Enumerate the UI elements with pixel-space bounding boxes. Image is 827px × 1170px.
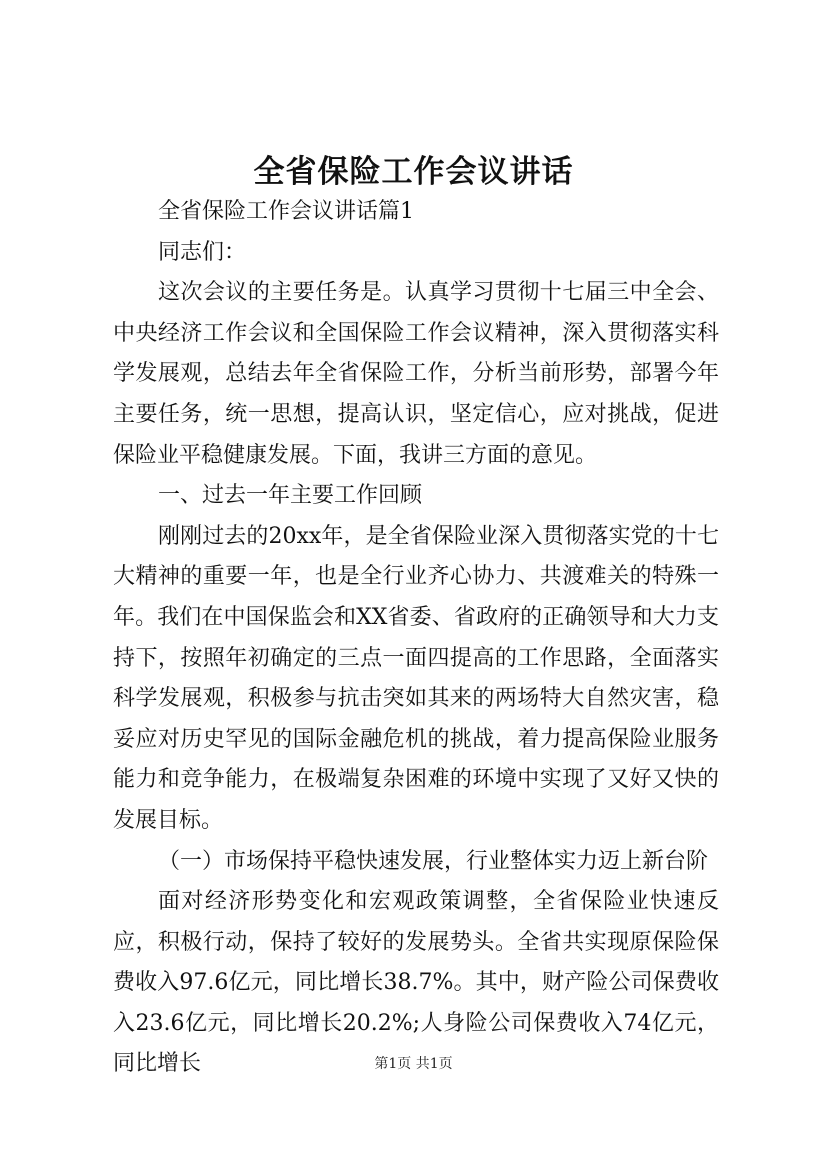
document-body	[113, 192, 719, 1085]
paragraph: 这次会议的主要任务是。认真学习贯彻十七届三中全会、中央经济工作会议和全国保险工作会议精神，深入贯彻落实科学发展观，总结去年全省保险工作，分析当前形势，部署今年主要任务，统一思想，提高认识，坚定信心，应对挑战，促进保险业平稳健康发展。下面，我讲三方面的意见。	[113, 280, 719, 468]
document-title: 全省保险工作会议讲话	[253, 154, 574, 190]
salutation: 同志们：	[158, 239, 247, 265]
paragraph: 面对经济形势变化和宏观政策调整，全省保险业快速反应，积极行动，保持了较好的发展势头。全省共实现原保险保费收入97.6亿元，同比增长38.7%。其中，财产险公司保费收入23.6亿元，同比增长20.2%;人身险公司保费收入74亿元，同比增长	[113, 889, 719, 1077]
subsection-heading: （一）市场保持平稳快速发展，行业整体实力迈上新台阶	[158, 848, 709, 874]
section-heading: 全省保险工作会议讲话篇1	[158, 199, 414, 224]
section-heading: 一、过去一年主要工作回顾	[158, 483, 423, 509]
page-footer: 第1页 共1页	[374, 1056, 453, 1072]
paragraph: 刚刚过去的20xx年，是全省保险业深入贯彻落实党的十七大精神的重要一年，也是全行业齐心协力、共渡难关的特殊一年。我们在中国保监会和XX省委、省政府的正确领导和大力支持下，按照年初确定的三点一面四提高的工作思路，全面落实科学发展观，积极参与抗击突如其来的两场特大自然灾害，稳妥应对历史罕见的国际金融危机的挑战，着力提高保险业服务能力和竞争能力，在极端复杂困难的环境中实现了又好又快的发展目标。	[113, 523, 719, 833]
